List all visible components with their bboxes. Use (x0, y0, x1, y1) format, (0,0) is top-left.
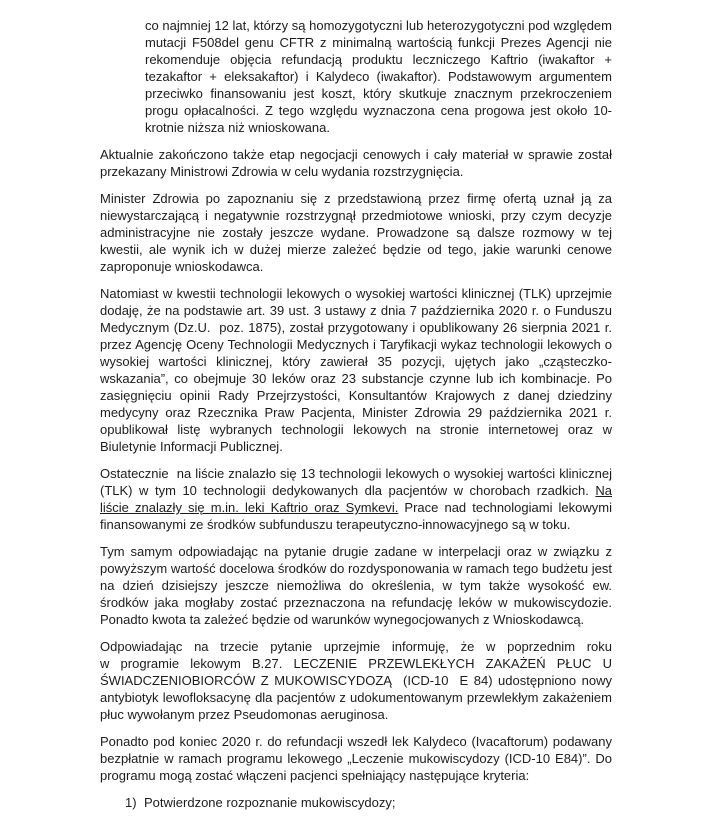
list-item-text: Potwierdzone rozpoznanie mukowiscydozy; (144, 795, 396, 810)
list-item (125, 794, 612, 811)
text-run: Minister Zdrowia po zapoznaniu się z przedstawioną przez firmę ofertą uznał ją za niewystarczającą i negatywnie rozstrzygnął przedmiotowe wnioski, przy czym decyzje administracyjne nie zostały jeszcze wydane. Prowadzone są dalsze rozmowy w tej kwestii, ale wynik ich w dużej mierze zależeć będzie od tego, jakie warunki cenowe zaproponuje wnioskodawca. (100, 191, 612, 274)
text-run: co najmniej 12 lat, którzy są homozygotyczni lub heterozygotyczni pod względem mutacji F508del genu CFTR z minimalną wartością funkcji Prezes Agencji nie rekomenduje objęcia refundacją produktu leczniczego Kaftrio (iwakaftor + tezakaftor + eleksakaftor) i Kalydeco (iwakaftor). Podstawowym argumentem przeciwko finansowaniu jest koszt, który skutkuje znacznym przekroczeniem progu opłacalności. Z tego względu wyznaczona cena progowa jest około 10-krotnie niższa niż wnioskowana. (145, 18, 612, 135)
list-item-number: 1) (125, 795, 137, 810)
paragraph (100, 638, 612, 723)
text-run: Tym samym odpowiadając na pytanie drugie zadane w interpelacji oraz w związku z powyższym wartość docelowa środków do rozdysponowania w ramach tego budżetu jest na dzień dzisiejszy jeszcze niemożliwa do określenia, w tym także wysokość ew. środków jaka mogłaby zostać przeznaczona na refundację leków w mukowiscydozie. Ponadto kwota ta zależeć będzie od warunków wynegocjowanych z Wnioskodawcą. (100, 544, 612, 627)
paragraph (100, 543, 612, 628)
text-run: Aktualnie zakończono także etap negocjacji cenowych i cały materiał w sprawie został przekazany Ministrowi Zdrowia w celu wydania rozstrzygnięcia. (100, 147, 612, 179)
paragraph (100, 285, 612, 455)
paragraph (100, 146, 612, 180)
underlined-text: Na liście znalazły się m.in. leki Kaftrio oraz Symkevi. (100, 483, 612, 515)
paragraph (100, 190, 612, 275)
text-run: Ponadto pod koniec 2020 r. do refundacji wszedł lek Kalydeco (Ivacaftorum) podawany bezpłatnie w ramach programu lekowego „Leczenie mukowiscydozy (ICD-10 E84)”. Do programu mogą zostać włączeni pacjenci spełniający następujące kryteria: (100, 734, 612, 783)
text-run: Odpowiadając na trzecie pytanie uprzejmie informuję, że w poprzednim roku w programie lekowym B.27. LECZENIE PRZEWLEKŁYCH ZAKAŻEŃ PŁUC U ŚWIADCZENIOBIORCÓW Z MUKOWISCYDOZĄ (ICD-10 E 84) udostępniono nowy antybiotyk lewofloksacynę dla pacjentów z udokumentowanym przewlekłym zakażeniem płuc wywołanym przez Pseudomonas aeruginosa. (100, 639, 612, 722)
text-run: Ostatecznie na liście znalazło się 13 technologii lekowych o wysokiej wartości klinicznej (TLK) w tym 10 technologii dedykowanych dla pacjentów w chorobach rzadkich. (100, 466, 612, 498)
paragraph (100, 733, 612, 784)
paragraph (100, 465, 612, 533)
paragraph (145, 17, 612, 136)
text-run: Natomiast w kwestii technologii lekowych o wysokiej wartości klinicznej (TLK) uprzejmie dodaję, że na podstawie art. 39 ust. 3 ustawy z dnia 7 października 2020 r. o Funduszu Medycznym (Dz.U. poz. 1875), został przygotowany i opublikowany 26 sierpnia 2021 r. przez Agencję Oceny Technologii Medycznych i Taryfikacji wykaz technologii lekowych o wysokiej wartości klinicznej, który zawierał 35 pozycji, ujętych jako „cząsteczko-wskazania”, co obejmuje 30 leków oraz 23 substancje czynne lub ich kombinacje. Po zasięgnięciu opinii Rady Przejrzystości, Konsultantów Krajowych z danej dziedziny medycyny oraz Rzecznika Praw Pacjenta, Minister Zdrowia 29 października 2021 r. opublikował listę wybranych technologii lekowych na stronie internetowej oraz w Biuletynie Informacji Publicznej. (100, 286, 612, 454)
text-run: Prace nad technologiami lekowymi finansowanymi ze środków subfunduszu terapeutyczno-innowacyjnego są w toku. (100, 500, 612, 532)
